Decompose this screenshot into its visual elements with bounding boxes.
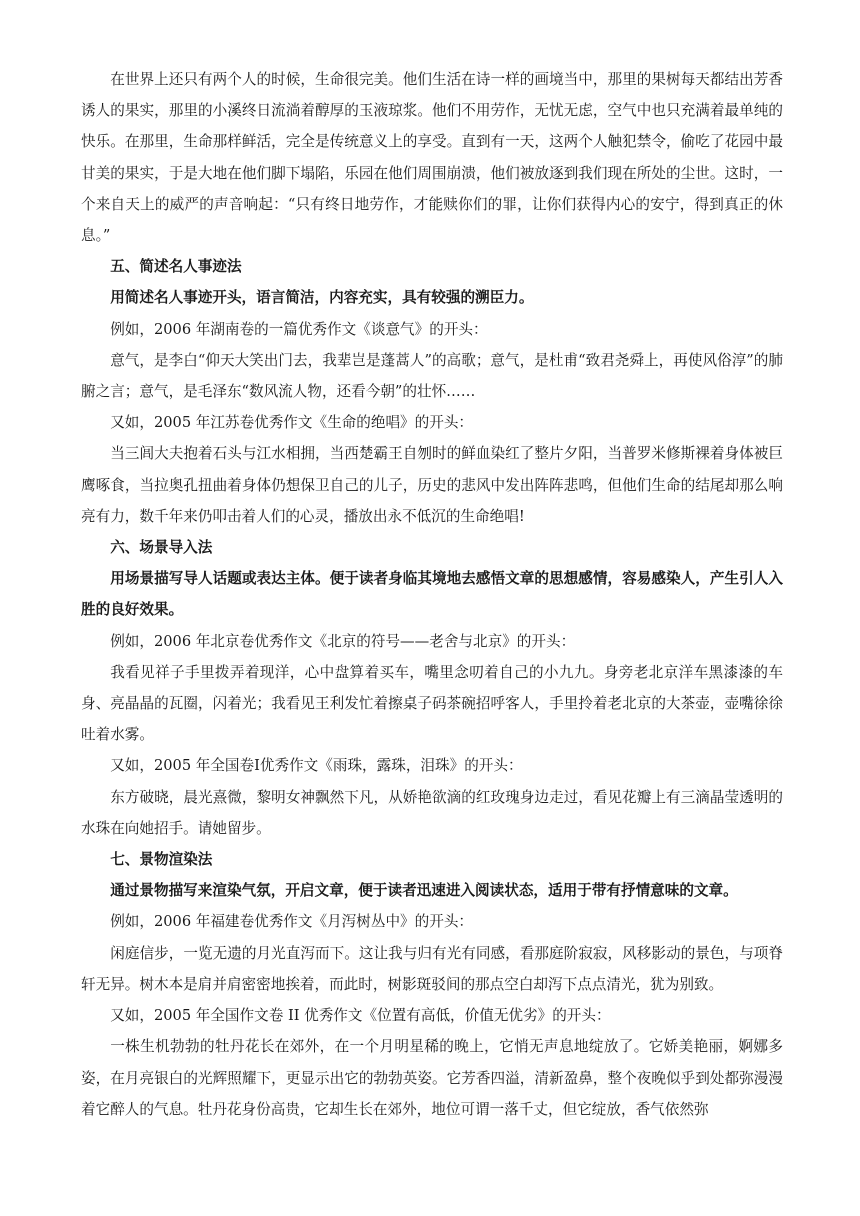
paragraph-garden-story: 在世界上还只有两个人的时候，生命很完美。他们生活在诗一样的画境当中，那里的果树每天都结出芳香诱人的果实，那里的小溪终日流淌着醇厚的玉液琼浆。他们不用劳作，无忧无虑，空气中也只充满着最单纯的快乐。在那里，生命那样鲜活，完全是传统意义上的享受。直到有一天，这两个人触犯禁令，偷吃了花园中最甘美的果实，于是大地在他们脚下塌陷，乐园在他们周围崩溃，他们被放逐到我们现在所处的尘世。这时，一个来自天上的威严的声音响起：“只有终日地劳作，才能赎你们的罪，让你们获得内心的安宁，得到真正的休息。”: [81, 71, 783, 245]
section-summary-6: 用场景描写导人话题或表达主体。便于读者身临其境地去感悟文章的思想感情，容易感染人，产生引人入胜的良好效果。: [81, 570, 783, 619]
example-intro-hunan-2006: 例如，2006 年湖南卷的一篇优秀作文《谈意气》的开头：: [110, 320, 488, 338]
section-heading-7: 七、景物渲染法: [110, 851, 213, 869]
section-heading-6: 六、场景导入法: [110, 539, 213, 557]
example-text-yuzhu: 东方破晓，晨光熹微，黎明女神飘然下凡，从娇艳欲滴的红玫瑰身边走过，看见花瓣上有三滴晶莹透明的水珠在向她招手。请她留步。: [81, 788, 783, 837]
example-text-beijing-fuhao: 我看见祥子手里拨弄着现洋，心中盘算着买车，嘴里念叨着自己的小九九。身旁老北京洋车黑漆漆的车身、亮晶晶的瓦圈，闪着光；我看见王利发忙着擦桌子码茶碗招呼客人，手里拎着老北京的大茶壶，壶嘴徐徐吐着水雾。: [81, 663, 783, 744]
example-text-yuexie: 闲庭信步，一览无遗的月光直泻而下。这让我与归有光有同感，看那庭阶寂寂，风移影动的景色，与项脊轩无异。树木本是肩并肩密密地挨着，而此时，树影斑驳间的那点空白却泻下点点清光，犹为别致。: [81, 944, 783, 993]
example-text-mudan: 一株生机勃勃的牡丹花长在郊外，在一个月明星稀的晚上，它悄无声息地绽放了。它娇美艳丽，婀娜多姿，在月亮银白的光辉照耀下，更显示出它的勃勃英姿。它芳香四溢，清新盈鼻，整个夜晚似乎到处都弥漫漫着它醉人的气息。牡丹花身份高贵，它却生长在郊外，地位可谓一落千丈，但它绽放，香气依然弥: [81, 1038, 783, 1118]
section-summary-7: 通过景物描写来渲染气氛，开启文章，便于读者迅速进入阅读状态，适用于带有抒情意味的文章。: [110, 882, 738, 900]
example-text-yiqi: 意气，是李白“仰天大笑出门去，我辈岂是蓬蒿人”的高歌；意气，是杜甫“致君尧舜上，再使风俗淳”的肺腑之言；意气，是毛泽东“数风流人物，还看今朝”的壮怀……: [81, 351, 783, 401]
example-intro-quanguo2-2005: 又如，2005 年全国作文卷 II 优秀作文《位置有高低，价值无优劣》的开头：: [110, 1007, 611, 1025]
section-summary-5: 用简述名人事迹开头，语言简洁，内容充实，具有较强的溯臣力。: [110, 289, 534, 307]
section-heading-5: 五、简述名人事迹法: [110, 258, 242, 276]
example-text-shengming-juechang: 当三闾大夫抱着石头与江水相拥，当西楚霸王自刎时的鲜血染红了整片夕阳，当普罗米修斯裸着身体被巨鹰啄食，当拉奥孔扭曲着身体仍想保卫自己的儿子，历史的悲风中发出阵阵悲鸣，但他们生命的结尾却那么响亮有力，数千年来仍叩击着人们的心灵，播放出永不低沉的生命绝唱!: [81, 445, 783, 525]
document-body: [81, 64, 783, 1125]
example-intro-beijing-2006: 例如，2006 年北京卷优秀作文《北京的符号——老舍与北京》的开头：: [110, 632, 576, 650]
example-intro-fujian-2006: 例如，2006 年福建卷优秀作文《月泻树丛中》的开头：: [110, 913, 474, 931]
example-intro-quanguo1-2005: 又如，2005 年全国卷Ⅰ优秀作文《雨珠，露珠，泪珠》的开头：: [110, 757, 523, 775]
example-intro-jiangsu-2005: 又如，2005 年江苏卷优秀作文《生命的绝唱》的开头：: [110, 414, 474, 432]
